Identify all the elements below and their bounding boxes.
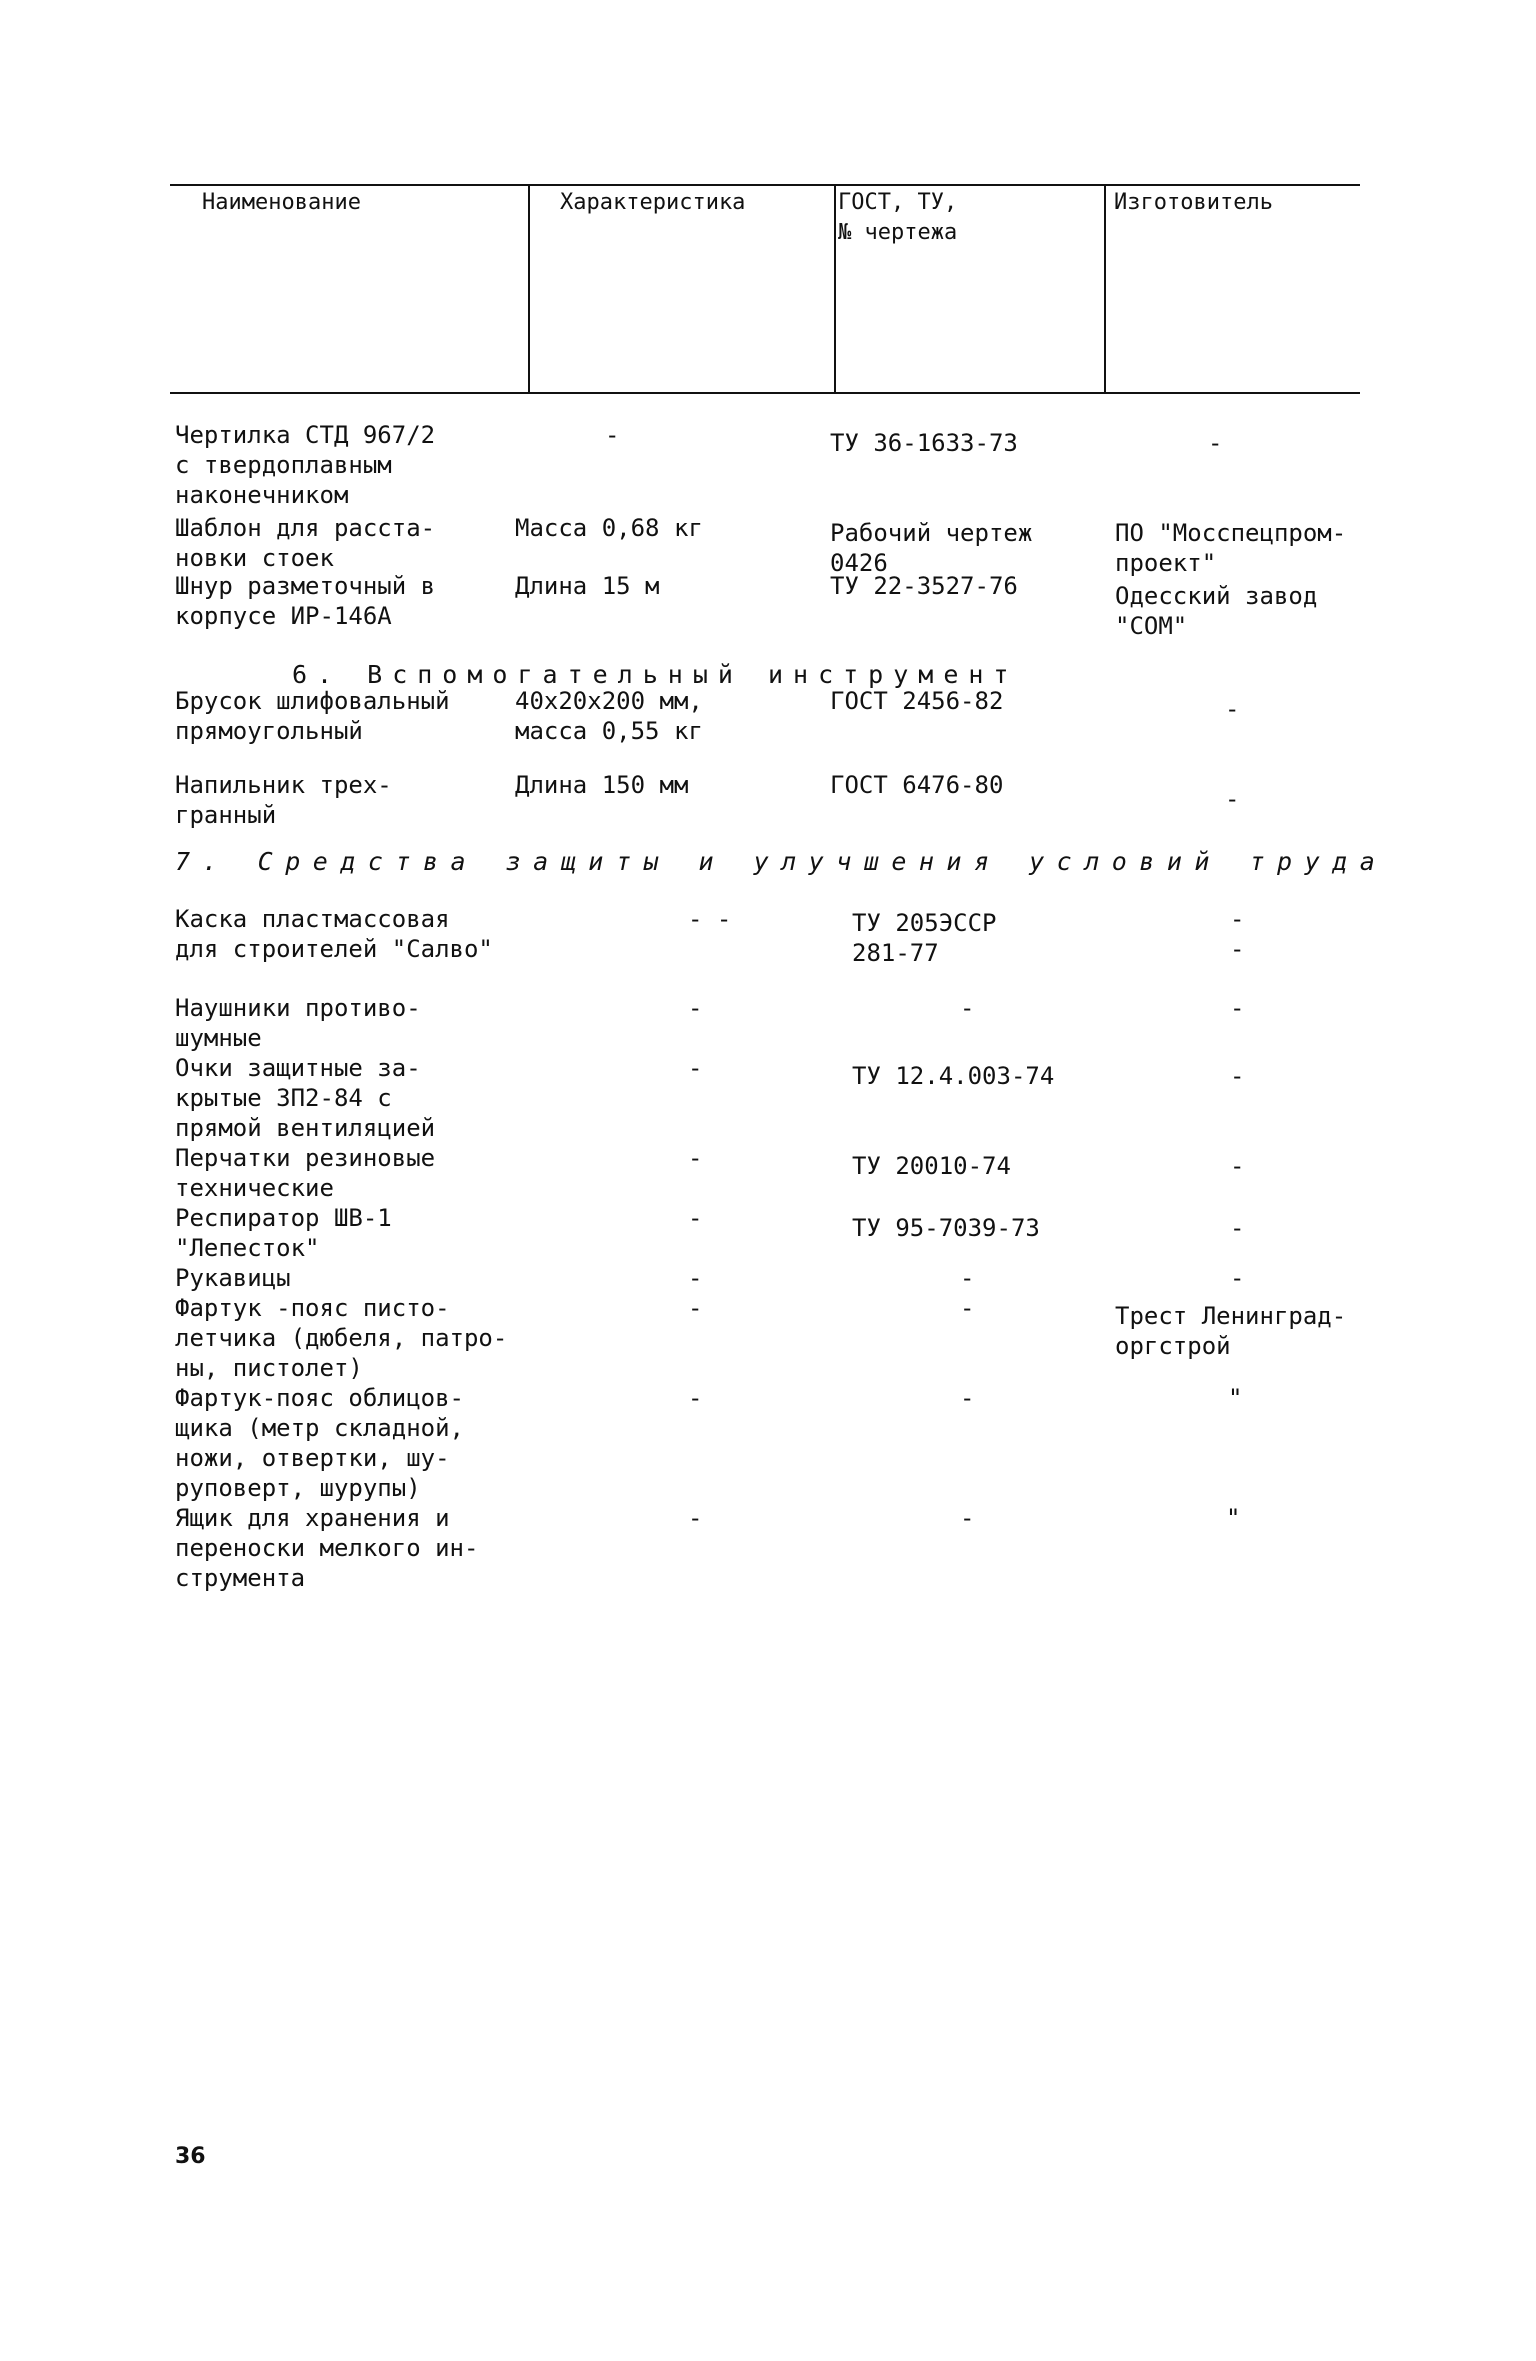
cell-name: Фартук-пояс облицов- щика (метр складной, ножи, отвертки, шу- руповерт, шурупы) xyxy=(175,1384,464,1502)
cell-gost: - xyxy=(960,1504,975,1532)
cell-name: Респиратор ШВ-1 "Лепесток" xyxy=(175,1204,392,1262)
cell-characteristic: - xyxy=(688,1204,703,1232)
table-header xyxy=(170,184,1360,394)
header-divider-3 xyxy=(1104,184,1106,394)
cell-characteristic: - xyxy=(688,1384,703,1412)
cell-gost: Рабочий чертеж 0426 xyxy=(830,519,1033,577)
cell-characteristic: - xyxy=(688,1054,703,1082)
cell-characteristic: - - xyxy=(688,905,732,933)
header-bottom-rule xyxy=(170,392,1360,394)
cell-name: Фартук -пояс писто- летчика (дюбеля, патро- ны, пистолет) xyxy=(175,1294,508,1382)
cell-gost: - xyxy=(960,1294,975,1322)
cell-gost: ТУ 95-7039-73 xyxy=(852,1214,1040,1242)
cell-name: Напильник трех- гранный xyxy=(175,771,392,829)
cell-gost: ГОСТ 6476-80 xyxy=(830,771,1004,799)
cell-manufacturer: " xyxy=(1226,1504,1241,1532)
cell-gost: - xyxy=(960,1384,975,1412)
cell-name: Очки защитные за- крытые ЗП2-84 с прямой вентиляцией xyxy=(175,1054,436,1142)
cell-manufacturer: - xyxy=(1230,1264,1245,1292)
cell-gost: ТУ 20010-74 xyxy=(852,1152,1011,1180)
cell-manufacturer: - xyxy=(1225,695,1240,723)
cell-manufacturer: - xyxy=(1230,994,1245,1022)
cell-name: Ящик для хранения и переноски мелкого ин- струмента xyxy=(175,1504,479,1592)
cell-characteristic: - xyxy=(688,1294,703,1322)
cell-characteristic: - xyxy=(688,1264,703,1292)
cell-manufacturer: - xyxy=(1230,1214,1245,1242)
cell-name: Шнур разметочный в корпусе ИР-146А xyxy=(175,572,436,630)
cell-manufacturer: - - xyxy=(1230,905,1245,963)
cell-gost: - xyxy=(960,994,975,1022)
cell-manufacturer: " xyxy=(1228,1384,1243,1412)
header-name: Наименование xyxy=(202,190,361,215)
header-divider-2 xyxy=(834,184,836,394)
cell-characteristic: 40х20х200 мм, масса 0,55 кг xyxy=(515,687,703,745)
cell-name: Каска пластмассовая для строителей "Салво" xyxy=(175,905,493,963)
header-gost: ГОСТ, ТУ, № чертежа xyxy=(838,190,958,245)
cell-name: Чертилка СТД 967/2 с твердоплавным наконечником xyxy=(175,421,436,509)
section-7-heading: 7. Средства защиты и улучшения условий труда xyxy=(175,847,1388,876)
section-6-heading: 6. Вспомогательный инструмент xyxy=(292,660,1019,689)
cell-manufacturer: - xyxy=(1230,1062,1245,1090)
header-characteristic: Характеристика xyxy=(560,190,746,215)
cell-name: Шаблон для расста- новки стоек xyxy=(175,514,436,572)
cell-name: Рукавицы xyxy=(175,1264,291,1292)
cell-manufacturer: Трест Ленинград- оргстрой xyxy=(1115,1302,1347,1360)
cell-characteristic: - xyxy=(688,994,703,1022)
cell-manufacturer: - xyxy=(1225,785,1240,813)
cell-manufacturer: - xyxy=(1230,1152,1245,1180)
cell-name: Перчатки резиновые технические xyxy=(175,1144,436,1202)
cell-gost: ТУ 36-1633-73 xyxy=(830,429,1018,457)
cell-gost: ТУ 12.4.003-74 xyxy=(852,1062,1055,1090)
cell-characteristic: Длина 150 мм xyxy=(515,771,689,799)
cell-gost: ГОСТ 2456-82 xyxy=(830,687,1004,715)
cell-manufacturer: Одесский завод "СОМ" xyxy=(1115,582,1318,640)
cell-gost: ТУ 22-3527-76 xyxy=(830,572,1018,600)
cell-gost: - xyxy=(960,1264,975,1292)
header-manufacturer: Изготовитель xyxy=(1114,190,1273,215)
cell-manufacturer: ПО "Мосспецпром- проект" xyxy=(1115,519,1347,577)
cell-characteristic: Длина 15 м xyxy=(515,572,660,600)
header-top-rule xyxy=(170,184,1360,186)
cell-characteristic: - xyxy=(688,1144,703,1172)
cell-characteristic: - xyxy=(605,421,620,449)
cell-gost: ТУ 205ЭССР 281-77 xyxy=(852,909,997,967)
cell-characteristic: - xyxy=(688,1504,703,1532)
cell-name: Брусок шлифовальный прямоугольный xyxy=(175,687,450,745)
cell-name: Наушники противо- шумные xyxy=(175,994,421,1052)
cell-manufacturer: - xyxy=(1208,429,1223,457)
page-number: 36 xyxy=(175,2144,206,2169)
header-divider-1 xyxy=(528,184,530,394)
cell-characteristic: Масса 0,68 кг xyxy=(515,514,703,542)
